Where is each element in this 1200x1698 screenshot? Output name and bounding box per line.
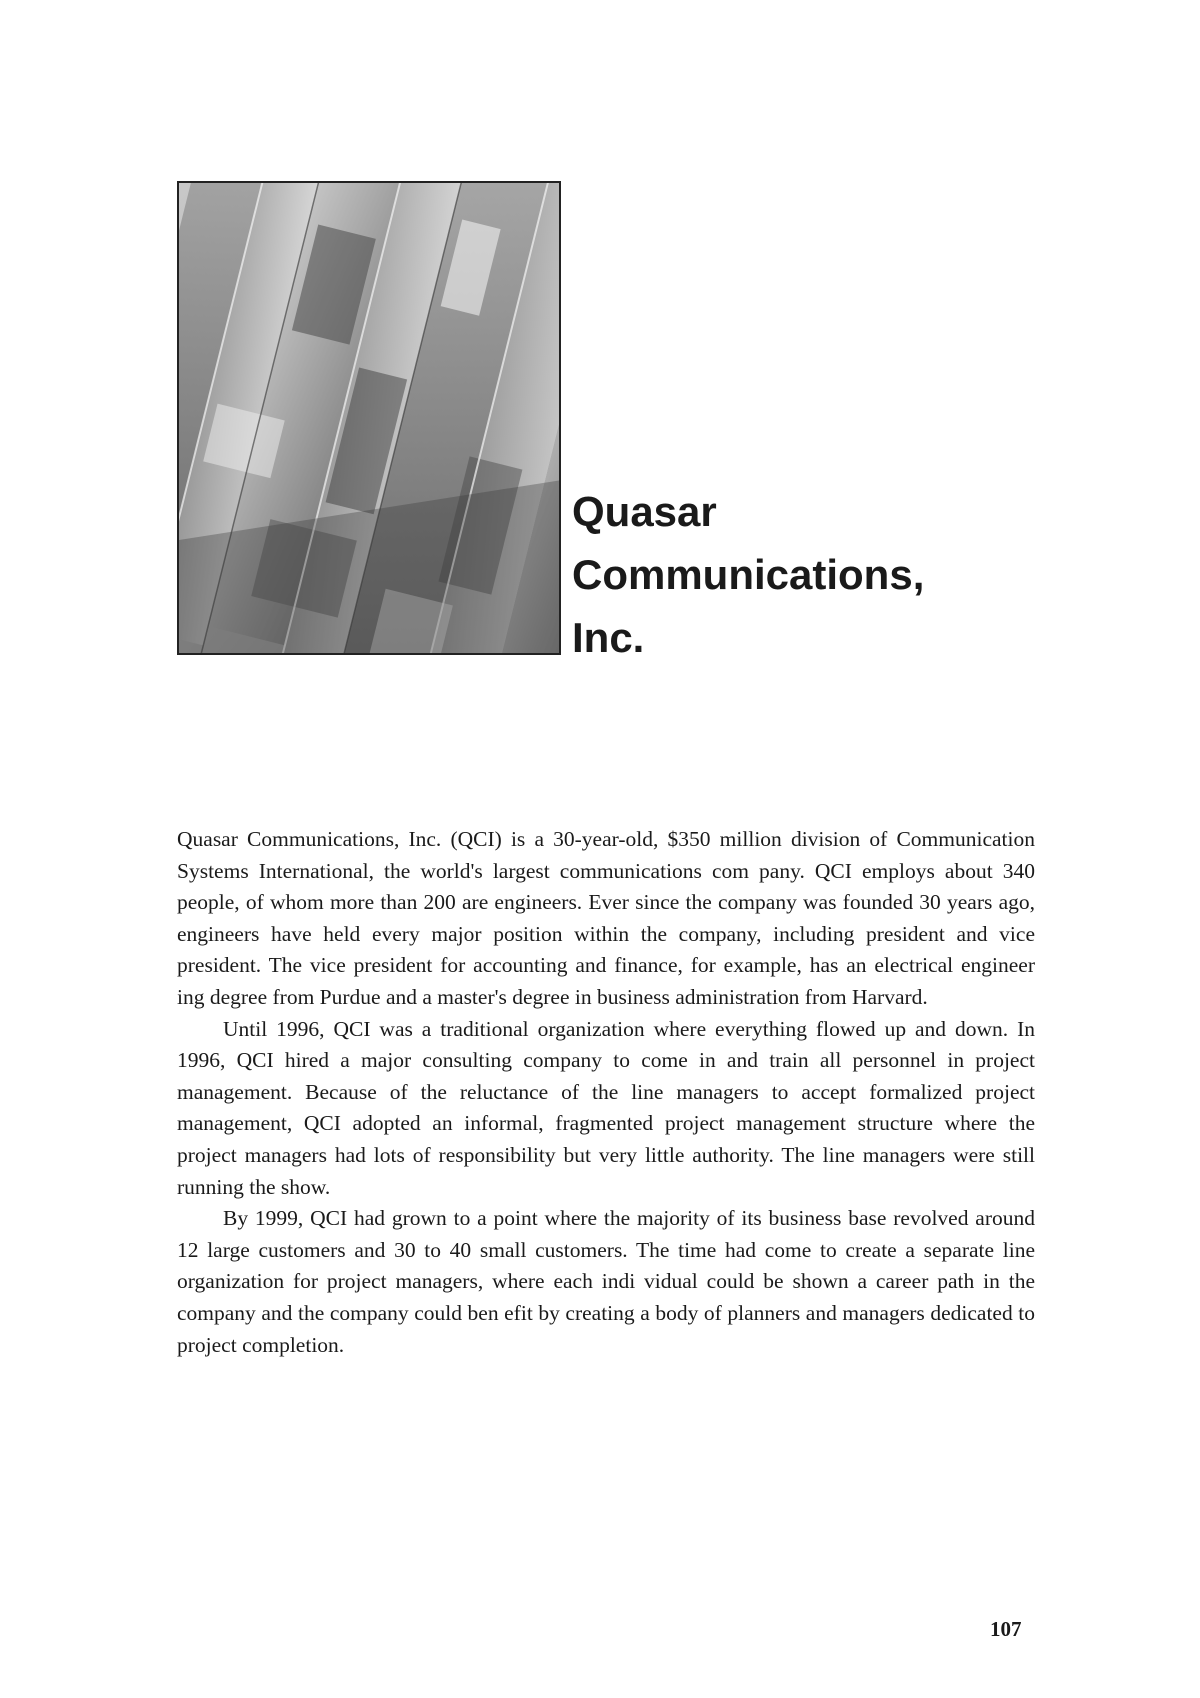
chapter-title-line-1: Quasar	[572, 488, 717, 535]
chapter-title-line-2: Communications,	[572, 551, 925, 598]
page-number: 107	[990, 1617, 1022, 1641]
body-text	[177, 824, 1035, 1361]
chapter-title	[572, 480, 924, 669]
glass-blocks-image	[179, 183, 559, 653]
paragraph-2: Until 1996, QCI was a traditional organization where everything flowed up and down. In 1996, QCI hired a major consulting company to come in and train all personnel in project management. Because of the reluctance of the line managers to accept formalized project management, QCI adopted an informal, fragmented project management structure where the project managers had lots of responsibility but very little authority. The line managers were still running the show.	[177, 1016, 1035, 1199]
paragraph-1: Quasar Communications, Inc. (QCI) is a 30-year-old, $350 million division of Communication Systems International, the world's largest communications com pany. QCI employs about 340 people, of whom more than 200 are engineers. Ever since the company was founded 30 years ago, engineers have held every major position within the company, including president and vice president. The vice president for accounting and finance, for example, has an electrical engineer ing degree from Purdue and a master's degree in business administration from Harvard.	[177, 827, 1035, 1009]
paragraph-3: By 1999, QCI had grown to a point where the majority of its business base revolved around 12 large customers and 30 to 40 small customers. The time had come to create a separate line organization for project managers, where each indi vidual could be shown a career path in the company and the company could ben efit by creating a body of planners and managers dedicated to project completion.	[177, 1206, 1035, 1357]
chapter-opener-photo	[177, 181, 561, 655]
chapter-title-line-3: Inc.	[572, 614, 645, 661]
